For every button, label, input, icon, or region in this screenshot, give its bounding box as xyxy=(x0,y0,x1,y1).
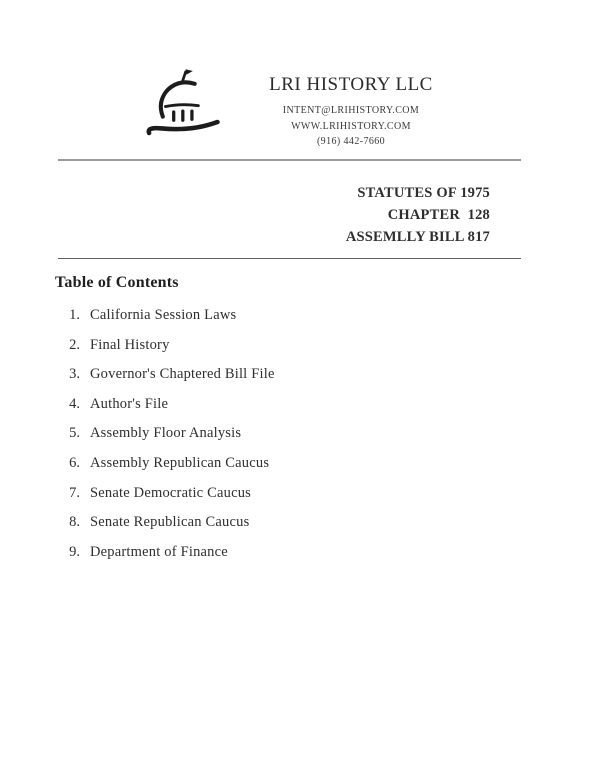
toc-item-label: Author's File xyxy=(90,395,169,412)
toc-item-number: 3. xyxy=(69,366,80,383)
toc-item-label: Department of Finance xyxy=(90,543,228,560)
toc-item-number: 1. xyxy=(69,307,80,323)
statutes-year-line: STATUTES OF 1975 xyxy=(357,185,490,201)
toc-item-label: California Session Laws xyxy=(90,307,237,323)
toc-heading: Table of Contents xyxy=(55,274,179,291)
toc-item-label: Assembly Republican Caucus xyxy=(90,454,270,471)
toc-item xyxy=(60,425,275,455)
company-email: INTENT@LRIHISTORY.COM xyxy=(282,105,420,116)
toc-item-number: 2. xyxy=(69,336,80,353)
toc-item-label: Final History xyxy=(90,336,170,353)
toc-item xyxy=(60,514,275,544)
toc-item xyxy=(60,307,275,337)
company-name: LRI HISTORY LLC xyxy=(269,74,433,95)
toc-item xyxy=(60,455,275,485)
assembly-bill-line: ASSEMLLY BILL 817 xyxy=(345,229,490,245)
divider-top xyxy=(58,159,521,161)
toc-item-number: 7. xyxy=(69,484,80,501)
toc-item-number: 8. xyxy=(69,514,80,531)
toc-item xyxy=(60,337,275,367)
toc-item-label: Senate Republican Caucus xyxy=(90,514,250,531)
chapter-line: CHAPTER 128 xyxy=(387,207,490,223)
toc-item-number: 4. xyxy=(69,395,80,412)
company-website: WWW.LRIHISTORY.COM xyxy=(291,120,411,132)
toc-item-label: Governor's Chaptered Bill File xyxy=(90,366,275,383)
divider-bottom xyxy=(58,258,521,259)
toc-item-number: 5. xyxy=(69,425,80,442)
toc-item xyxy=(60,544,275,574)
toc-item xyxy=(60,366,275,396)
toc-list xyxy=(60,307,275,573)
letterhead xyxy=(140,62,470,150)
toc-item-label: Senate Democratic Caucus xyxy=(90,484,252,501)
toc-item-label: Assembly Floor Analysis xyxy=(90,425,242,442)
toc-item xyxy=(60,485,275,515)
company-phone: (916) 442-7660 xyxy=(316,136,386,147)
capitol-dome-logo-icon xyxy=(140,62,222,142)
toc-item-number: 9. xyxy=(69,543,80,560)
toc-item-number: 6. xyxy=(69,454,80,471)
toc-item xyxy=(60,396,275,426)
company-contact-block xyxy=(232,74,470,150)
statute-reference-block xyxy=(346,182,490,248)
